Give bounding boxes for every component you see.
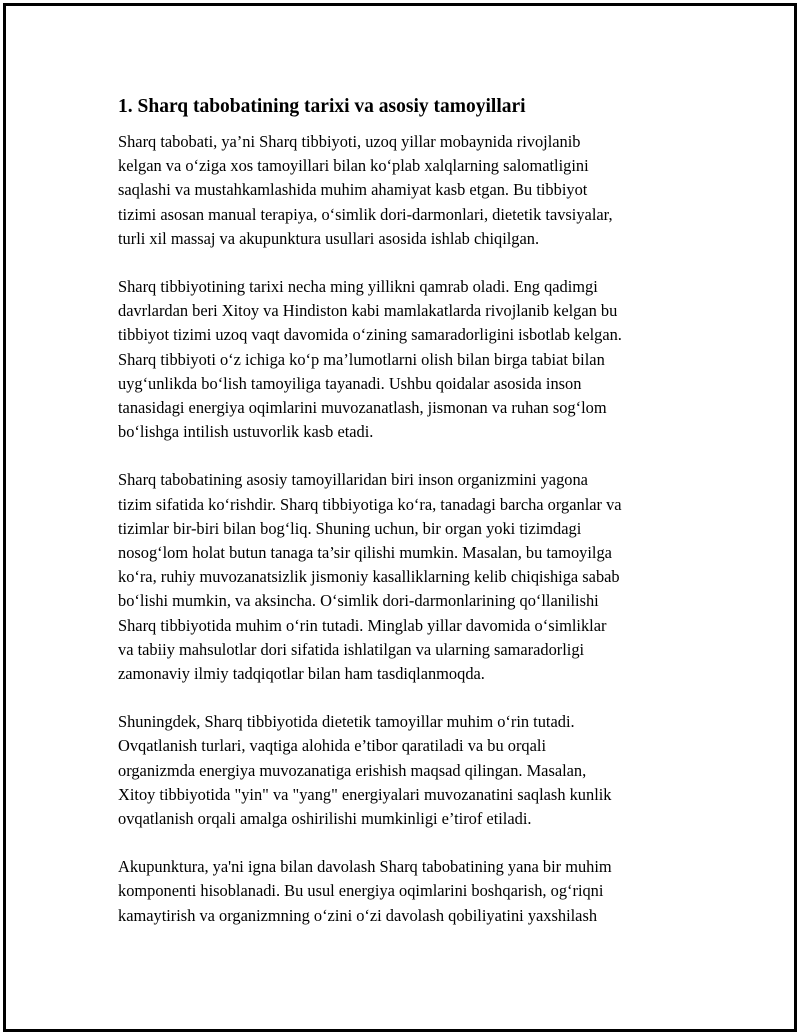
- paragraph-2: Sharq tibbiyotining tarixi necha ming yillikni qamrab oladi. Eng qadimgi davrlardan beri Xitoy va Hindiston kabi mamlakatlarda rivojlanib kelgan bu tibbiyot tizimi uzoq vaqt davomida o‘zining samaradorligini isbotlab kelgan. Sharq tibbiyoti o‘z ichiga ko‘p ma’lumotlarni olish bilan birga tabiat bilan uyg‘unlikda bo‘lish tamoyiliga tayanadi. Ushbu qoidalar asosida inson tanasidagi energiya oqimlarini muvozanatlash, jismonan va ruhan sog‘lom bo‘lishga intilish ustuvorlik kasb etadi.: [118, 277, 622, 442]
- paragraph-1: Sharq tabobati, ya’ni Sharq tibbiyoti, uzoq yillar mobaynida rivojlanib kelgan va o‘ziga xos tamoyillari bilan ko‘plab xalqlarning salomatligini saqlashi va mustahkamlashida muhim ahamiyat kasb etgan. Bu tibbiyot tizimi asosan manual terapiya, o‘simlik dori-darmonlari, dietetik tavsiyalar, turli xil massaj va akupunktura usullari asosida ishlab chiqilgan.: [118, 132, 613, 248]
- paragraph-3: Sharq tabobatining asosiy tamoyillaridan biri inson organizmini yagona tizim sifatida ko‘rishdir. Sharq tibbiyotiga ko‘ra, tanadagi barcha organlar va tizimlar bir-biri bilan bog‘liq. Shuning uchun, bir organ yoki tizimdagi nosog‘lom holat butun tanaga ta’sir qilishi mumkin. Masalan, bu tamoyilga ko‘ra, ruhiy muvozanatsizlik jismoniy kasalliklarning kelib chiqishiga sabab bo‘lishi mumkin, va aksincha. O‘simlik dori-darmonlarining qo‘llanilishi Sharq tibbiyotida muhim o‘rin tutadi. Minglab yillar davomida o‘simliklar va tabiiy mahsulotlar dori sifatida ishlatilgan va ularning samaradorligi zamonaviy ilmiy tadqiqotlar bilan ham tasdiqlanmoqda.: [118, 470, 622, 684]
- document-body: [118, 94, 688, 952]
- paragraph-5: Akupunktura, ya'ni igna bilan davolash Sharq tabobatining yana bir muhim komponenti hisoblanadi. Bu usul energiya oqimlarini boshqarish, og‘riqni kamaytirish va organizmning o‘zini o‘zi davolash qobiliyatini yaxshilash: [118, 857, 612, 925]
- paragraph-4: Shuningdek, Sharq tibbiyotida dietetik tamoyillar muhim o‘rin tutadi. Ovqatlanish turlari, vaqtiga alohida e’tibor qaratiladi va bu orqali organizmda energiya muvozanatiga erishish maqsad qilingan. Masalan, Xitoy tibbiyotida "yin" va "yang" energiyalari muvozanatini saqlash kunlik ovqatlanish orqali amalga oshirilishi mumkinligi e’tirof etiladi.: [118, 712, 612, 829]
- section-heading: 1. Sharq tabobatining tarixi va asosiy tamoyillari: [118, 96, 526, 117]
